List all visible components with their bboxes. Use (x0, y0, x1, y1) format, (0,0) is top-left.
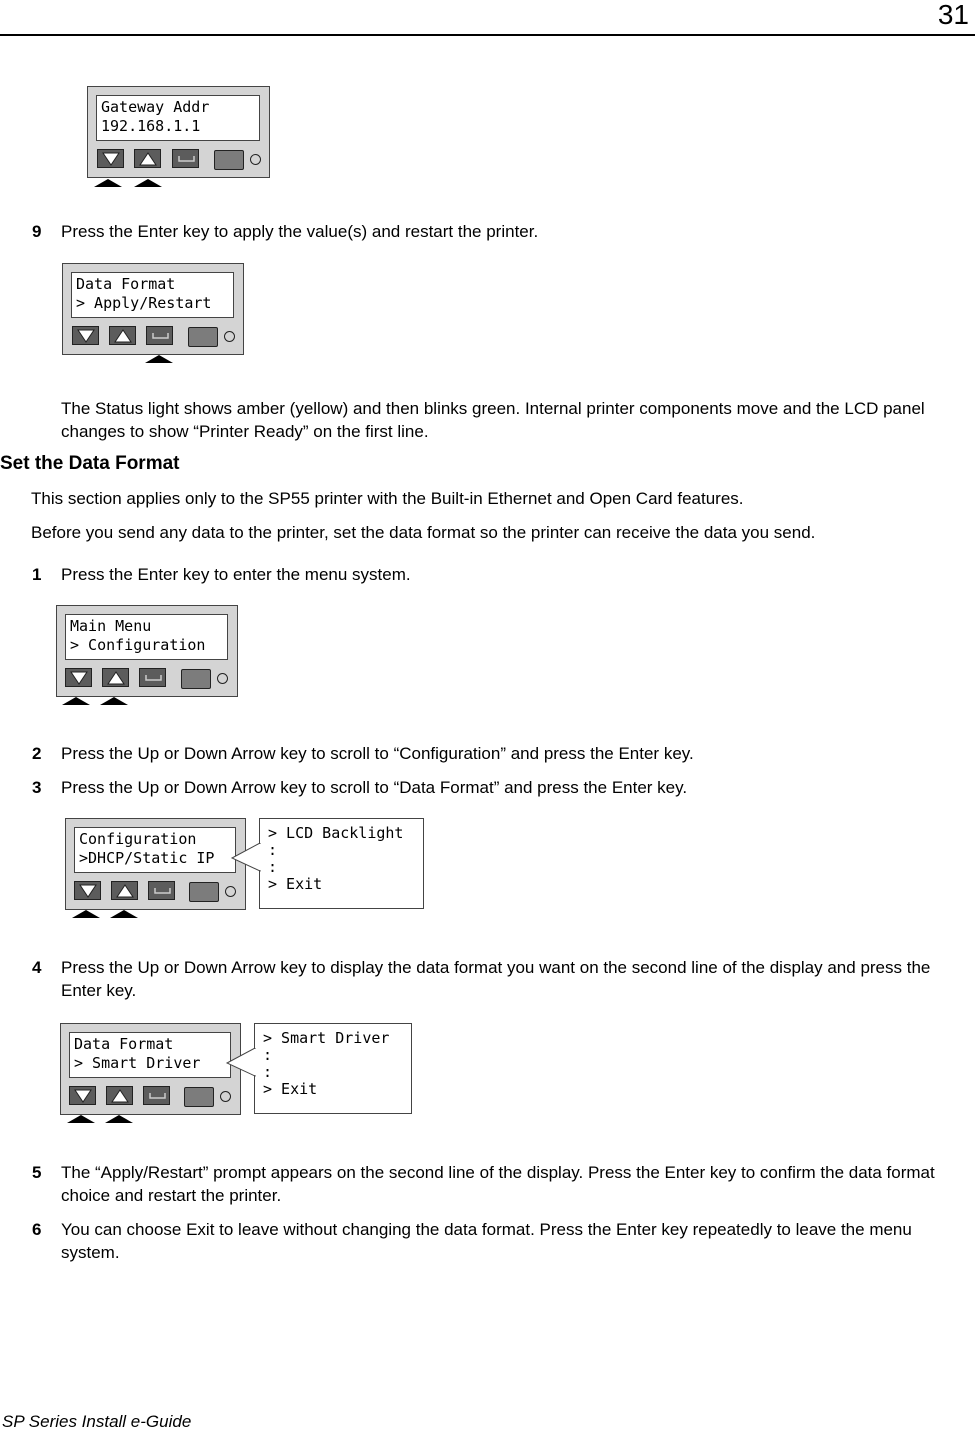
step-number: 2 (32, 744, 42, 763)
callout-line-3: : (268, 858, 278, 876)
lcd-line-1: Gateway Addr (101, 98, 210, 116)
press-pointer-icon (60, 696, 132, 706)
lcd-screen (69, 1032, 231, 1078)
step-text: Press the Up or Down Arrow key to scroll to “Data Format” and press the Enter key. (61, 778, 688, 797)
lcd-panel-gateway (87, 86, 270, 178)
menu-options-callout (259, 818, 424, 909)
step-text: Press the Up or Down Arrow key to scroll to “Configuration” and press the Enter key. (61, 744, 694, 763)
down-arrow-icon (72, 326, 99, 345)
enter-key-icon (139, 668, 166, 687)
lcd-screen (74, 827, 236, 873)
lcd-line-2: > Smart Driver (74, 1054, 201, 1072)
status-paragraph: The Status light shows amber (yellow) and then blinks green. Internal printer components move and the LCD panel changes to show “Printer Ready” on the first line. (61, 399, 925, 441)
step-number: 9 (32, 222, 42, 241)
step-number: 6 (32, 1220, 42, 1239)
step-text: Press the Up or Down Arrow key to display the data format you want on the second line of the display and press the Enter key. (61, 958, 931, 1000)
data-format-options-callout (254, 1023, 412, 1114)
step-number: 5 (32, 1163, 42, 1182)
status-led-slot (184, 1087, 214, 1107)
enter-key-icon (148, 881, 175, 900)
status-led-icon (225, 886, 236, 897)
down-arrow-icon (65, 668, 92, 687)
page-number: 31 (937, 0, 969, 30)
status-led-icon (224, 331, 235, 342)
lcd-panel-apply-restart (62, 263, 244, 355)
lcd-line-2: 192.168.1.1 (101, 117, 201, 135)
step-text: The “Apply/Restart” prompt appears on the second line of the display. Press the Enter key to confirm the data format choice and restart the printer. (61, 1163, 935, 1205)
lcd-line-1: Main Menu (70, 617, 152, 635)
step-text: Press the Enter key to apply the value(s) and restart the printer. (61, 222, 539, 241)
step-text: Press the Enter key to enter the menu system. (61, 565, 411, 584)
status-led-icon (220, 1091, 231, 1102)
down-arrow-icon (97, 149, 124, 168)
up-arrow-icon (134, 149, 161, 168)
intro-paragraph-1: This section applies only to the SP55 printer with the Built-in Ethernet and Open Card features. (31, 489, 744, 508)
status-led-slot (214, 150, 244, 170)
step-number: 3 (32, 778, 42, 797)
callout-line-4: > Exit (268, 875, 323, 893)
status-led-slot (188, 327, 218, 347)
status-led-icon (250, 154, 261, 165)
down-arrow-icon (69, 1086, 96, 1105)
section-heading: Set the Data Format (0, 453, 180, 474)
press-pointer-icon (65, 1114, 137, 1124)
step-number: 1 (32, 565, 42, 584)
up-arrow-icon (102, 668, 129, 687)
up-arrow-icon (109, 326, 136, 345)
lcd-line-2: >DHCP/Static IP (79, 849, 215, 867)
lcd-screen (96, 95, 260, 141)
up-arrow-icon (106, 1086, 133, 1105)
enter-key-icon (146, 326, 173, 345)
header-rule (0, 34, 975, 36)
callout-line-1: > Smart Driver (263, 1029, 390, 1047)
status-led-icon (217, 673, 228, 684)
status-led-slot (181, 669, 211, 689)
press-pointer-icon (70, 909, 142, 919)
callout-line-2: : (268, 841, 278, 859)
callout-tail (230, 843, 262, 873)
press-pointer-icon (143, 354, 175, 364)
lcd-line-1: Configuration (79, 830, 197, 848)
up-arrow-icon (111, 881, 138, 900)
lcd-panel-configuration (65, 818, 246, 910)
lcd-panel-main-menu (56, 605, 238, 697)
enter-key-icon (143, 1086, 170, 1105)
intro-paragraph-2: Before you send any data to the printer, set the data format so the printer can receive the data you send. (31, 523, 816, 542)
down-arrow-icon (74, 881, 101, 900)
lcd-line-1: Data Format (76, 275, 176, 293)
footer-title: SP Series Install e-Guide (2, 1412, 192, 1431)
callout-line-1: > LCD Backlight (268, 824, 404, 842)
lcd-screen (71, 272, 234, 318)
lcd-line-2: > Configuration (70, 636, 206, 654)
step-number: 4 (32, 958, 42, 977)
callout-line-4: > Exit (263, 1080, 318, 1098)
lcd-panel-data-format (60, 1023, 241, 1115)
enter-key-icon (172, 149, 199, 168)
press-pointer-icon (92, 178, 172, 188)
lcd-line-1: Data Format (74, 1035, 174, 1053)
lcd-screen (65, 614, 228, 660)
callout-line-2: : (263, 1046, 273, 1064)
callout-line-3: : (263, 1063, 273, 1081)
lcd-line-2: > Apply/Restart (76, 294, 212, 312)
callout-tail (225, 1048, 257, 1078)
step-text: You can choose Exit to leave without changing the data format. Press the Enter key repeatedly to leave the menu system. (61, 1220, 912, 1262)
status-led-slot (189, 882, 219, 902)
